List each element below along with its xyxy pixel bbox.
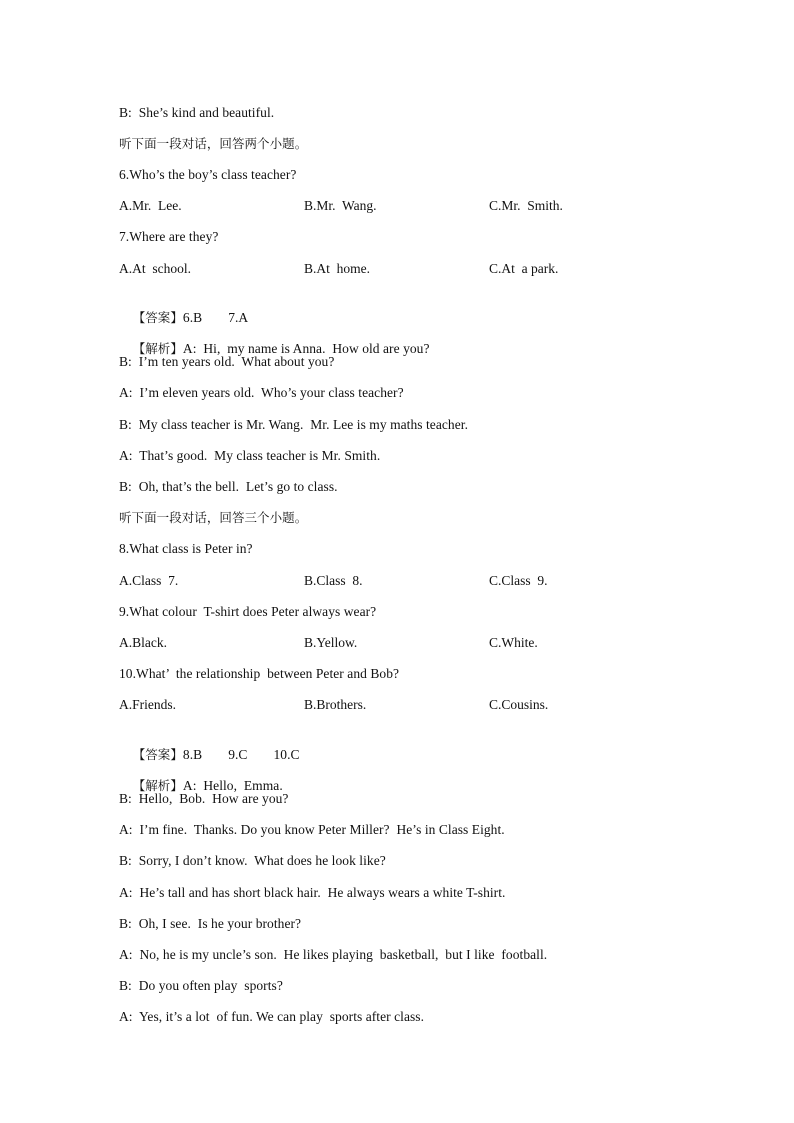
explanation-label: 【解析】 <box>132 341 183 356</box>
section-instruction: 听下面一段对话，回答三个小题。 <box>119 510 308 525</box>
answer-label: 【答案】 <box>132 747 183 762</box>
question-7-options <box>119 260 679 278</box>
dialogue-line: B: Oh, I see. Is he your brother? <box>119 916 302 931</box>
option-a: A.At school. <box>119 261 191 276</box>
dialogue-line: B: She’s kind and beautiful. <box>119 105 275 120</box>
dialogue-line: A: I’m eleven years old. Who’s your class teacher? <box>119 385 404 400</box>
answer-label: 【答案】 <box>132 310 183 325</box>
option-c: C.Mr. Smith. <box>489 198 563 213</box>
option-b: B.Brothers. <box>304 697 367 712</box>
question-8: 8.What class is Peter in? <box>119 541 253 556</box>
dialogue-line: B: I’m ten years old. What about you? <box>119 354 335 369</box>
question-8-options <box>119 572 679 590</box>
answer-item: 8.B <box>182 747 203 762</box>
option-c: C.Class 9. <box>489 573 548 588</box>
option-a: A.Mr. Lee. <box>119 198 182 213</box>
dialogue-line: A: That’s good. My class teacher is Mr. Smith. <box>119 448 381 463</box>
section-instruction: 听下面一段对话，回答两个小题。 <box>119 136 308 151</box>
dialogue-line: B: Hello, Bob. How are you? <box>119 791 289 806</box>
question-6-options <box>119 197 679 215</box>
answer-item: 10.C <box>273 747 300 762</box>
option-b: B.Yellow. <box>304 635 358 650</box>
question-7: 7.Where are they? <box>119 229 219 244</box>
question-10-options <box>119 696 679 714</box>
dialogue-line: B: My class teacher is Mr. Wang. Mr. Lee is my maths teacher. <box>119 417 468 432</box>
answer-item: 9.C <box>228 747 248 762</box>
question-10: 10.What’ the relationship between Peter and Bob? <box>119 666 400 681</box>
question-6: 6.Who’s the boy’s class teacher? <box>119 167 297 182</box>
answer-item: 6.B <box>182 310 203 325</box>
option-b: B.Mr. Wang. <box>304 198 377 213</box>
dialogue-line: A: I’m fine. Thanks. Do you know Peter Miller? He’s in Class Eight. <box>119 822 505 837</box>
option-a: A.Black. <box>119 635 167 650</box>
dialogue-line: A: No, he is my uncle’s son. He likes playing basketball, but I like football. <box>119 947 548 962</box>
option-c: C.Cousins. <box>489 697 549 712</box>
option-c: C.White. <box>489 635 538 650</box>
option-a: A.Class 7. <box>119 573 179 588</box>
question-9: 9.What colour T-shirt does Peter always wear? <box>119 604 377 619</box>
dialogue-line: A: Yes, it’s a lot of fun. We can play sports after class. <box>119 1009 425 1024</box>
dialogue-line: B: Do you often play sports? <box>119 978 283 993</box>
explanation-label: 【解析】 <box>132 778 183 793</box>
option-a: A.Friends. <box>119 697 176 712</box>
dialogue-line: B: Oh, that’s the bell. Let’s go to class. <box>119 479 338 494</box>
dialogue-text: A: Hello, Emma. <box>182 778 283 793</box>
option-b: B.Class 8. <box>304 573 363 588</box>
dialogue-line: A: He’s tall and has short black hair. He always wears a white T-shirt. <box>119 885 506 900</box>
question-9-options <box>119 634 679 652</box>
option-c: C.At a park. <box>489 261 559 276</box>
answer-item: 7.A <box>228 310 249 325</box>
dialogue-line: B: Sorry, I don’t know. What does he look like? <box>119 853 386 868</box>
dialogue-text: A: Hi, my name is Anna. How old are you? <box>182 341 430 356</box>
option-b: B.At home. <box>304 261 370 276</box>
